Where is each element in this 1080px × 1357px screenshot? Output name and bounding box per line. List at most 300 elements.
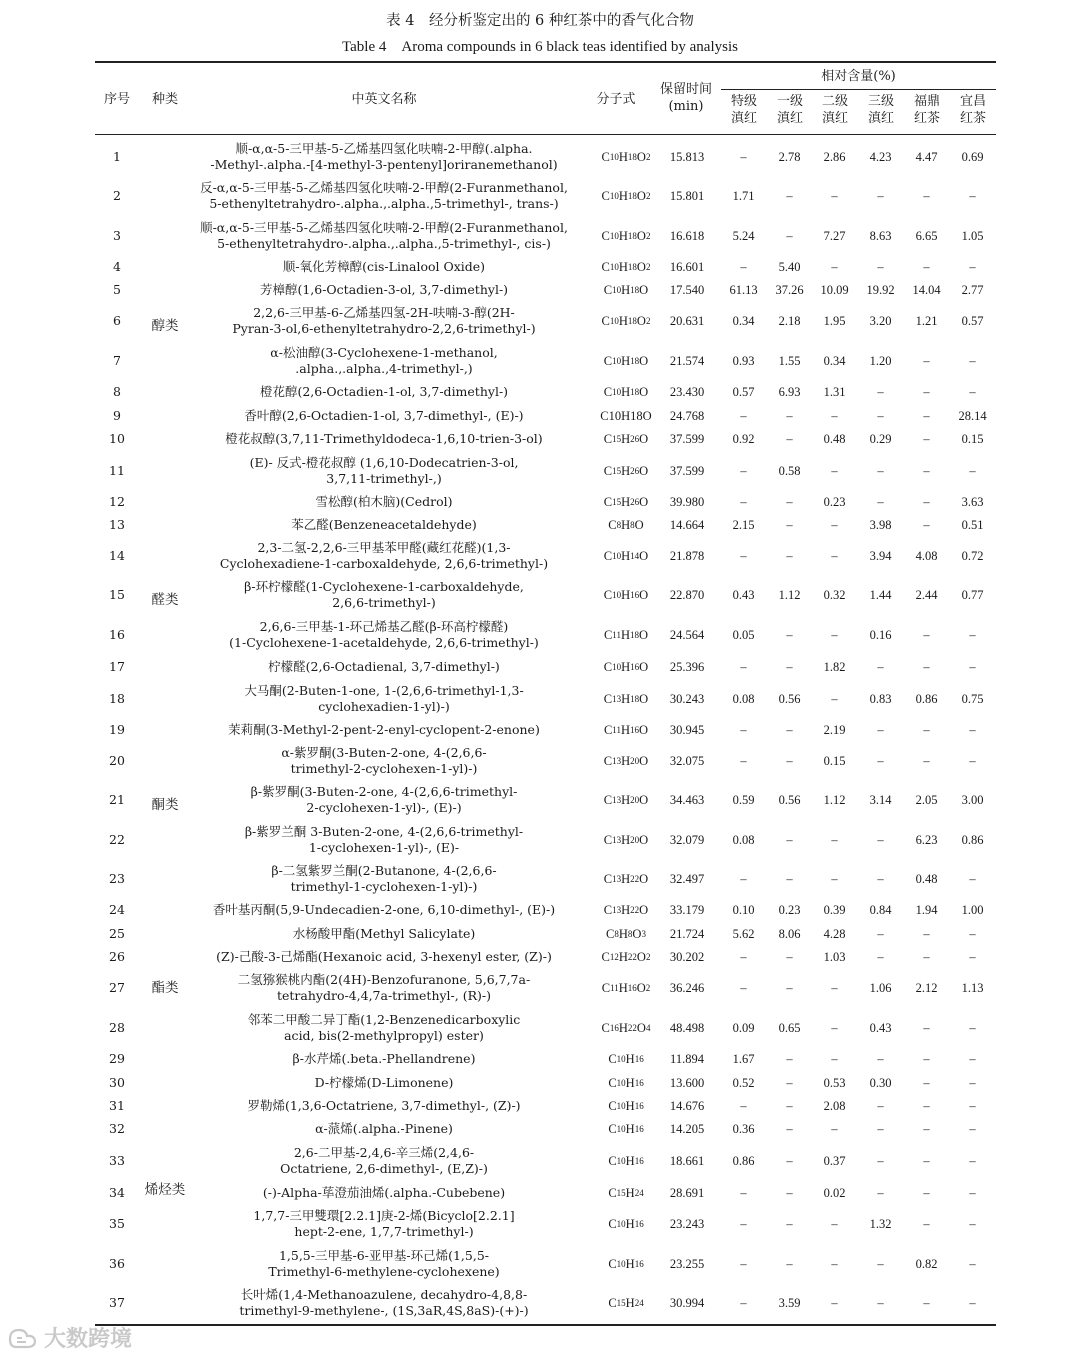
relative-content-value: 0.53 [823,1075,846,1090]
relative-content-value: 0.84 [869,902,892,917]
relative-content-value: – [877,384,884,399]
molecular-formula: C 13 H 20 O [603,832,649,847]
relative-content-value: 2.44 [915,587,938,602]
relative-content-value: – [877,1185,884,1200]
relative-content-value: – [923,1098,930,1113]
category-esters: 酯类 [151,980,179,996]
retention-time: 30.243 [669,691,705,706]
molecular-formula: C 13 H 20 O [603,753,649,768]
relative-content-value: 0.23 [778,902,801,917]
compound-name: α-紫罗酮(3-Buten-2-one, 4-(2,6,6- trimethyl-2-cyclohexen-1-yl)-) [281,744,487,776]
relative-content-value: – [831,517,838,532]
header-rule [95,134,996,135]
relative-content-value: – [831,1256,838,1271]
molecular-formula: C 10 H 16 [608,1075,644,1090]
molecular-formula: C 10 H 18 O [603,384,649,399]
relative-content-value: 14.04 [912,282,941,297]
row-number: 10 [109,430,125,446]
relative-content-value: – [831,627,838,642]
molecular-formula: C 11 H 16 O [603,722,649,737]
table-row [95,1119,996,1139]
header-retention-time: 保留时间 (min) [659,82,712,114]
relative-content-value: – [923,494,930,509]
molecular-formula: C 11 H 18 O [603,627,649,642]
relative-content-value: – [786,832,793,847]
table-caption-zh: 表 4 经分析鉴定出的 6 种红茶中的香气化合物 [386,13,694,29]
table-row [95,720,996,740]
relative-content-value: – [831,1295,838,1310]
relative-content-value: – [923,1153,930,1168]
relative-content-value: – [740,1216,747,1231]
watermark [6,1322,132,1353]
relative-content-value: – [786,517,793,532]
relative-content-value: – [831,548,838,563]
relative-content-value: 8.63 [869,228,892,243]
row-number: 32 [109,1120,125,1136]
table-row [95,1010,996,1046]
table-row [95,1183,996,1203]
compound-name: 罗勒烯(1,3,6-Octatriene, 3,7-dimethyl-, (Z)-) [247,1097,521,1113]
relative-content-value: 61.13 [729,282,758,297]
relative-content-value: 4.28 [823,926,846,941]
molecular-formula: C 10 H 18 O 2 [601,228,651,243]
relative-content-value: – [831,463,838,478]
row-number: 31 [109,1097,125,1113]
retention-time: 14.205 [669,1121,705,1136]
table-row [95,139,996,175]
relative-content-value: 0.32 [823,587,846,602]
relative-content-value: – [740,871,747,886]
category-olefins: 烯烃类 [144,1182,186,1198]
relative-content-value: – [923,408,930,423]
relative-content-value: – [740,980,747,995]
relative-content-value: – [740,463,747,478]
retention-time: 22.870 [669,587,705,602]
row-number: 20 [109,752,125,768]
compound-name: 香叶基丙酮(5,9-Undecadien-2-one, 6,10-dimethyl-, (E)-) [212,901,556,917]
relative-content-value: – [786,1216,793,1231]
molecular-formula: C 13 H 22 O [603,871,649,886]
relative-content-value: 1.82 [823,659,846,674]
relative-content-value: – [969,1051,976,1066]
compound-name: β-环柠檬醛(1-Cyclohexene-1-carboxaldehyde, 2,6,6-trimethyl-) [244,578,524,610]
relative-content-value: 1.05 [961,228,984,243]
row-number: 3 [113,227,121,243]
relative-content-value: – [877,408,884,423]
compound-name: 二氢猕猴桃内酯(2(4H)-Benzofuranone, 5,6,7,7a- tetrahydro-4,4,7a-trimethyl-, (R)-) [237,971,531,1003]
relative-content-value: – [786,1121,793,1136]
table-row [95,406,996,426]
molecular-formula: C 10 H 16 [608,1216,644,1231]
relative-content-value: 3.14 [869,792,892,807]
molecular-formula: C10H18O [600,408,652,423]
molecular-formula: C 15 H 26 O [603,463,649,478]
relative-content-value: – [877,259,884,274]
relative-content-value: 5.62 [732,926,755,941]
molecular-formula: C 10 H 18 O 2 [601,149,651,164]
molecular-formula: C 10 H 14 O [603,548,649,563]
molecular-formula: C 13 H 20 O [603,792,649,807]
relative-content-value: 1.32 [869,1216,892,1231]
sample-header: 特级 滇红 [730,94,757,126]
row-number: 1 [113,148,121,164]
molecular-formula: C 12 H 22 O 2 [601,949,651,964]
row-number: 5 [113,281,121,297]
relative-content-value: – [877,463,884,478]
relative-content-value: – [969,1185,976,1200]
relative-content-value: 0.57 [961,313,984,328]
relative-content-value: 0.56 [778,792,801,807]
relative-content-value: – [969,1216,976,1231]
relative-content-value: 0.77 [961,587,984,602]
row-number: 7 [113,352,121,368]
relative-content-value: – [740,494,747,509]
relative-content-value: – [969,384,976,399]
relative-content-value: 0.08 [732,832,755,847]
compound-name: 苯乙醛(Benzeneacetaldehyde) [291,516,477,532]
retention-time: 16.618 [669,228,705,243]
relative-content-value: 0.86 [961,832,984,847]
relative-content-value: – [786,1256,793,1271]
category-alcohols: 醇类 [151,318,179,334]
relative-content-value: 0.15 [823,753,846,768]
relative-content-value: – [923,949,930,964]
relative-content-value: 0.43 [869,1020,892,1035]
retention-time: 32.079 [669,832,705,847]
table-row [95,577,996,613]
compound-name: 橙花叔醇(3,7,11-Trimethyldodeca-1,6,10-trien-3-ol) [225,430,543,446]
table-row [95,681,996,717]
compound-name: α-蒎烯(.alpha.-Pinene) [315,1120,453,1136]
table-row [95,743,996,779]
relative-content-value: – [831,871,838,886]
compound-name: 大马酮(2-Buten-1-one, 1-(2,6,6-trimethyl-1,3- cyclohexadien-1-yl)-) [244,682,524,714]
relative-content-value: – [786,1185,793,1200]
relative-content-value: 3.94 [869,548,892,563]
relative-content-value: – [969,1098,976,1113]
relative-content-value: 0.48 [915,871,938,886]
sample-header: 福鼎 红茶 [913,94,940,126]
watermark-logo-icon [6,1327,40,1349]
molecular-formula: C 15 H 26 O [603,431,649,446]
compound-name: 芳樟醇(1,6-Octadien-3-ol, 3,7-dimethyl-) [259,281,509,297]
relative-content-value: 1.21 [915,313,938,328]
compound-name: 2,6-二甲基-2,4,6-辛三烯(2,4,6- Octatriene, 2,6-dimethyl-, (E,Z)-) [280,1144,488,1176]
compound-name: D-柠檬烯(D-Limonene) [314,1074,454,1090]
relative-content-value: – [969,753,976,768]
relative-content-value: – [831,1121,838,1136]
relative-content-value: 1.67 [732,1051,755,1066]
row-number: 4 [113,258,121,274]
relative-content-value: 1.95 [823,313,846,328]
header-relative-content: 相对含量(%) [821,69,896,84]
relative-content-value: 0.92 [732,431,755,446]
retention-time: 21.724 [669,926,705,941]
category-ketones: 酮类 [151,797,179,813]
relative-content-value: – [969,871,976,886]
relative-content-value: 2.78 [778,149,801,164]
relative-content-value: – [786,548,793,563]
compound-name: 1,7,7-三甲雙環[2.2.1]庚-2-烯(Bicyclo[2.2.1] hept-2-ene, 1,7,7-trimethyl-) [253,1207,515,1239]
relative-content-value: – [923,627,930,642]
relative-content-value: – [969,1075,976,1090]
row-number: 19 [109,721,125,737]
relative-content-value: – [740,1295,747,1310]
molecular-formula: C 10 H 16 [608,1153,644,1168]
relative-content-value: 10.09 [820,282,849,297]
molecular-formula: C 8 H 8 O [608,517,644,532]
relative-content-value: – [877,188,884,203]
molecular-formula: C 10 H 16 O [603,587,649,602]
row-number: 8 [113,383,121,399]
compound-name: 柠檬醛(2,6-Octadienal, 3,7-dimethyl-) [268,658,500,674]
table-row [95,617,996,653]
relative-content-value: – [786,228,793,243]
relative-content-value: – [969,188,976,203]
table-row [95,178,996,214]
relative-content-value: – [877,926,884,941]
retention-time: 24.564 [669,627,705,642]
relative-content-value: 0.34 [732,313,755,328]
retention-time: 16.601 [669,259,705,274]
row-number: 16 [109,626,125,642]
relative-content-value: 1.71 [732,188,755,203]
row-number: 11 [109,462,125,478]
retention-time: 14.664 [669,517,705,532]
relative-content-value: – [786,949,793,964]
relative-content-value: 3.59 [778,1295,801,1310]
table-row [95,822,996,858]
relative-content-value: 0.16 [869,627,892,642]
row-number: 36 [109,1255,125,1271]
relative-content-value: – [786,1075,793,1090]
relative-content-value: – [877,1153,884,1168]
retention-time: 48.498 [669,1020,705,1035]
compound-name: 2,2,6-三甲基-6-乙烯基四氢-2H-呋喃-3-醇(2H- Pyran-3-ol,6-ethenyltetrahydro-2,2,6-trimethyl-) [232,304,536,336]
relative-content-value: 0.69 [961,149,984,164]
watermark-text: 大数跨境 [44,1327,133,1352]
relative-content-value: 0.83 [869,691,892,706]
relative-content-value: – [969,627,976,642]
relative-content-value: – [740,548,747,563]
table-row [95,1285,996,1321]
table-row [95,280,996,300]
compound-name: β-紫罗酮(3-Buten-2-one, 4-(2,6,6-trimethyl- 2-cyclohexen-1-yl)-, (E)-) [250,783,518,815]
relative-content-value: 0.15 [961,431,984,446]
compound-name: 顺-α,α-5-三甲基-5-乙烯基四氢化呋喃-2-甲醇(2-Furanmethanol, 5-ethenyltetrahydro-.alpha.,.alpha.,5-trimethyl-, cis-) [200,219,568,251]
relative-content-value: 1.94 [915,902,938,917]
retention-time: 28.691 [669,1185,705,1200]
relative-content-value: – [877,1256,884,1271]
table-row [95,657,996,677]
compound-name: 顺-氧化芳樟醇(cis-Linalool Oxide) [282,258,486,274]
relative-content-value: – [969,353,976,368]
molecular-formula: C 10 H 16 [608,1051,644,1066]
table-row [95,453,996,489]
relative-content-value: 1.44 [869,587,892,602]
relative-content-value: 0.86 [732,1153,755,1168]
relative-content-value: – [923,722,930,737]
relative-content-value: 0.59 [732,792,755,807]
molecular-formula: C 15 H 24 [608,1295,644,1310]
relative-content-value: 1.00 [961,902,984,917]
relative-content-value: – [786,431,793,446]
retention-time: 30.994 [669,1295,705,1310]
relative-content-value: – [923,517,930,532]
relative-content-value: 28.14 [958,408,987,423]
sample-header: 三级 滇红 [867,94,894,126]
relative-content-value: – [740,659,747,674]
relative-content-value: – [877,1121,884,1136]
compound-name: 水杨酸甲酯(Methyl Salicylate) [292,925,476,941]
row-number: 23 [109,870,125,886]
table-row [95,924,996,944]
compound-name: 1,5,5-三甲基-6-亚甲基-环己烯(1,5,5- Trimethyl-6-methylene-cyclohexene) [268,1247,500,1279]
retention-time: 24.768 [669,408,705,423]
row-number: 12 [109,493,125,509]
relative-content-value: – [831,259,838,274]
retention-time: 21.574 [669,353,705,368]
retention-time: 18.661 [669,1153,705,1168]
relative-content-value: – [877,659,884,674]
compound-name: 顺-α,α-5-三甲基-5-乙烯基四氢化呋喃-2-甲醇(.alpha. -Methyl-.alpha.-[4-methyl-3-pentenyl]oriranemethanol) [210,140,558,172]
relative-content-value: 0.08 [732,691,755,706]
molecular-formula: C 10 H 18 O 2 [601,259,651,274]
relative-content-value: 1.20 [869,353,892,368]
relative-content-value: – [923,431,930,446]
row-number: 34 [109,1184,125,1200]
table-row [95,1143,996,1179]
relative-content-value: – [740,1098,747,1113]
relative-content-value: 0.23 [823,494,846,509]
compound-name: 橙花醇(2,6-Octadien-1-ol, 3,7-dimethyl-) [259,383,509,399]
relative-content-value: – [923,384,930,399]
relative-content-value: – [786,627,793,642]
compound-name: (E)- 反式-橙花叔醇 (1,6,10-Dodecatrien-3-ol, 3,7,11-trimethyl-,) [249,454,519,486]
compound-name: β-二氢紫罗兰酮(2-Butanone, 4-(2,6,6- trimethyl-1-cyclohexen-1-yl)-) [271,862,497,894]
relative-content-value: 6.93 [778,384,801,399]
relative-content-value: – [923,1075,930,1090]
molecular-formula: C 10 H 16 [608,1121,644,1136]
row-number: 2 [113,187,121,203]
retention-time: 11.894 [670,1051,704,1066]
molecular-formula: C 13 H 22 O [603,902,649,917]
relative-content-value: 3.00 [961,792,984,807]
relative-content-value: 4.47 [915,149,938,164]
retention-time: 34.463 [669,792,705,807]
compound-name: 长叶烯(1,4-Methanoazulene, decahydro-4,8,8- trimethyl-9-methylene-, (1S,3aR,4S,8aS)-(+)-) [239,1286,529,1318]
relative-content-value: – [923,188,930,203]
molecular-formula: C 10 H 16 O [603,659,649,674]
relative-content-value: – [969,1121,976,1136]
relative-content-value: 3.98 [869,517,892,532]
retention-time: 15.801 [669,188,705,203]
relative-content-value: – [877,871,884,886]
compound-name: 茉莉酮(3-Methyl-2-pent-2-enyl-cyclopent-2-enone) [228,721,540,737]
relative-content-value: 0.65 [778,1020,801,1035]
molecular-formula: C 10 H 18 O [603,282,649,297]
table-row [95,257,996,277]
row-number: 22 [109,831,125,847]
compound-name: 反-α,α-5-三甲基-5-乙烯基四氢化呋喃-2-甲醇(2-Furanmethanol, 5-ethenyltetrahydro-.alpha.,.alpha.,5-trimethyl-, trans-) [200,179,568,211]
row-number: 6 [113,312,121,328]
retention-time: 37.599 [669,463,705,478]
molecular-formula: C 15 H 26 O [603,494,649,509]
compound-name: β-水芹烯(.beta.-Phellandrene) [292,1050,476,1066]
retention-time: 33.179 [669,902,705,917]
retention-time: 23.255 [669,1256,705,1271]
category-aldehydes: 醛类 [151,592,179,608]
relative-content-value: – [786,1051,793,1066]
relative-content-value: 0.36 [732,1121,755,1136]
compound-name: 雪松醇(柏木脑)(Cedrol) [315,493,453,509]
table-row [95,947,996,967]
relative-content-value: 4.08 [915,548,938,563]
relative-content-value: – [831,1051,838,1066]
relative-content-value: 2.18 [778,313,801,328]
relative-content-value: – [877,832,884,847]
relative-content-value: 2.05 [915,792,938,807]
compound-name: 2,6,6-三甲基-1-环己烯基乙醛(β-环高柠檬醛) (1-Cyclohexene-1-acetaldehyde, 2,6,6-trimethyl-) [229,618,539,650]
relative-content-value: 0.39 [823,902,846,917]
row-number: 28 [109,1019,125,1035]
relative-content-value: – [786,722,793,737]
relative-content-value: – [786,408,793,423]
molecular-formula: C 11 H 16 O 2 [601,980,651,995]
row-number: 24 [109,901,125,917]
relative-content-value: 2.77 [961,282,984,297]
retention-time: 14.676 [669,1098,705,1113]
relative-content-value: – [786,188,793,203]
relative-content-value: 1.12 [823,792,846,807]
relative-content-value: – [969,1153,976,1168]
relative-content-value: 8.06 [778,926,801,941]
relative-content-value: – [923,1216,930,1231]
row-number: 18 [109,690,125,706]
relative-content-value: – [786,1098,793,1113]
row-number: 29 [109,1050,125,1066]
relative-content-value: 1.12 [778,587,801,602]
subheader-rule [721,89,996,90]
relative-content-value: – [969,1295,976,1310]
relative-content-value: 0.37 [823,1153,846,1168]
retention-time: 32.497 [669,871,705,886]
relative-content-value: 6.65 [915,228,938,243]
table-row [95,538,996,574]
relative-content-value: 2.15 [732,517,755,532]
relative-content-value: – [923,659,930,674]
compound-name: 邻苯二甲酸二异丁酯(1,2-Benzenedicarboxylic acid, bis(2-methylpropyl) ester) [247,1011,521,1043]
molecular-formula: C 13 H 18 O [603,691,649,706]
relative-content-value: 3.20 [869,313,892,328]
table-row [95,1096,996,1116]
relative-content-value: – [969,1256,976,1271]
molecular-formula: C 10 H 18 O [603,353,649,368]
molecular-formula: C 16 H 22 O 4 [601,1020,651,1035]
relative-content-value: 0.93 [732,353,755,368]
relative-content-value: – [831,832,838,847]
table-row [95,429,996,449]
relative-content-value: 0.57 [732,384,755,399]
header-no: 序号 [103,92,130,107]
sample-header: 二级 滇红 [821,94,848,126]
relative-content-value: – [923,1051,930,1066]
retention-time: 23.243 [669,1216,705,1231]
bottom-rule [95,1324,996,1326]
relative-content-value: 0.48 [823,431,846,446]
relative-content-value: – [877,949,884,964]
row-number: 14 [109,547,125,563]
